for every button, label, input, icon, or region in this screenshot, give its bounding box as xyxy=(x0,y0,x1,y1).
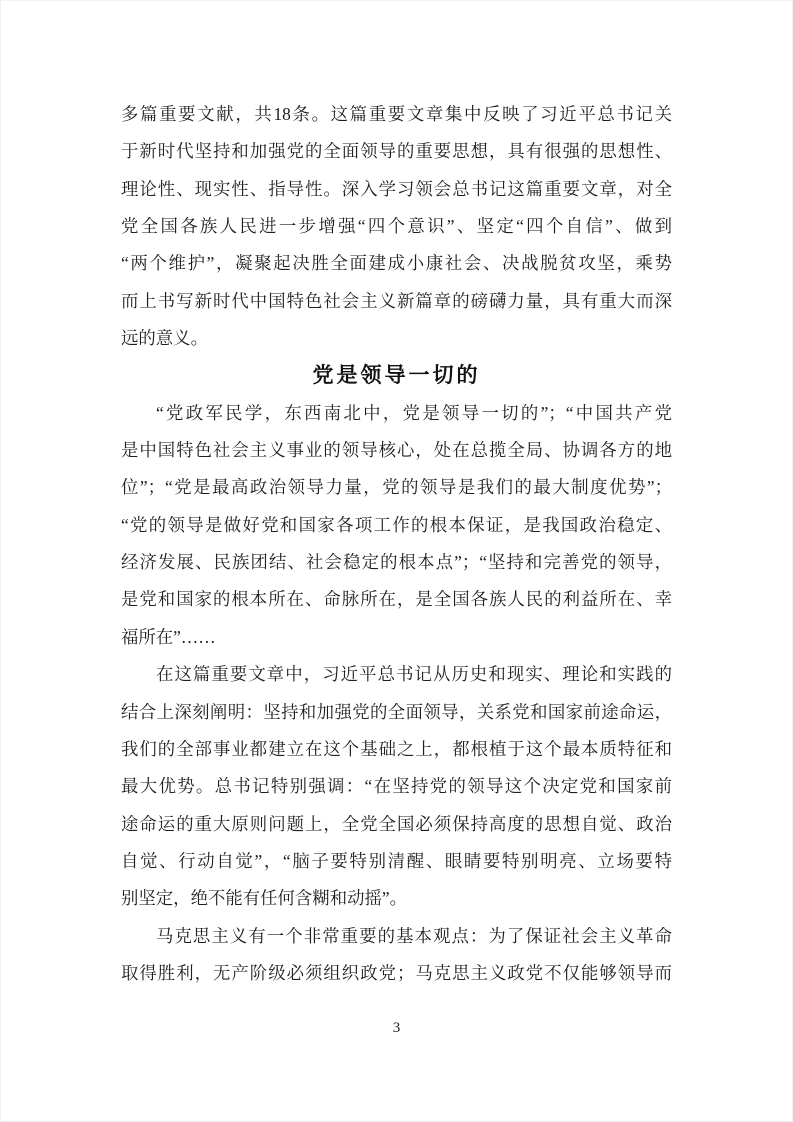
page-number: 3 xyxy=(392,1020,401,1036)
text-line: 结合上深刻阐明：坚持和加强党的全面领导，关系党和国家前途命运， xyxy=(121,701,672,722)
text-line: 多篇重要文献，共18条。这篇重要文章集中反映了习近平总书记关 xyxy=(121,104,672,124)
text-line: 最大优势。总书记特别强调：“在坚持党的领导这个决定党和国家前 xyxy=(121,776,672,797)
text-line: 在这篇重要文章中，习近平总书记从历史和现实、理论和实践的 xyxy=(156,664,672,685)
text-line: 理论性、现实性、指导性。深入学习领会总书记这篇重要文章，对全 xyxy=(121,178,672,199)
text-line: 途命运的重大原则问题上，全党全国必须保持高度的思想自觉、政治 xyxy=(121,813,672,834)
section-heading: 党是领导一切的 xyxy=(312,363,481,388)
text-line: 福所在”…… xyxy=(121,626,216,647)
document-body xyxy=(121,96,672,992)
text-line: “两个维护”，凝聚起决胜全面建成小康社会、决战脱贫攻坚，乘势 xyxy=(121,253,672,274)
text-line: 别坚定，绝不能有任何含糊和动摇”。 xyxy=(121,888,407,909)
text-line: 我们的全部事业都建立在这个基础之上，都根植于这个最本质特征和 xyxy=(121,738,672,759)
text-line: “党政军民学，东西南北中，党是领导一切的”；“中国共产党 xyxy=(156,402,672,423)
text-line: 经济发展、民族团结、社会稳定的根本点”；“坚持和完善党的领导， xyxy=(121,552,672,573)
text-line: 马克思主义有一个非常重要的基本观点：为了保证社会主义革命 xyxy=(156,925,672,946)
text-line: 是党和国家的根本所在、命脉所在，是全国各族人民的利益所在、幸 xyxy=(121,589,672,610)
text-line: 于新时代坚持和加强党的全面领导的重要思想，具有很强的思想性、 xyxy=(121,141,672,162)
text-line: 党全国各族人民进一步增强“四个意识”、坚定“四个自信”、做到 xyxy=(121,216,672,237)
text-line: 而上书写新时代中国特色社会主义新篇章的磅礴力量，具有重大而深 xyxy=(121,290,672,311)
text-line: 取得胜利，无产阶级必须组织政党；马克思主义政党不仅能够领导而 xyxy=(121,962,672,983)
text-line: “党的领导是做好党和国家各项工作的根本保证，是我国政治稳定、 xyxy=(121,514,672,535)
text-line: 自觉、行动自觉”，“脑子要特别清醒、眼睛要特别明亮、立场要特 xyxy=(121,850,672,871)
text-line: 位”；“党是最高政治领导力量，党的领导是我们的最大制度优势”； xyxy=(121,477,672,498)
text-line: 远的意义。 xyxy=(121,328,208,349)
text-line: 是中国特色社会主义事业的领导核心，处在总揽全局、协调各方的地 xyxy=(121,440,672,461)
